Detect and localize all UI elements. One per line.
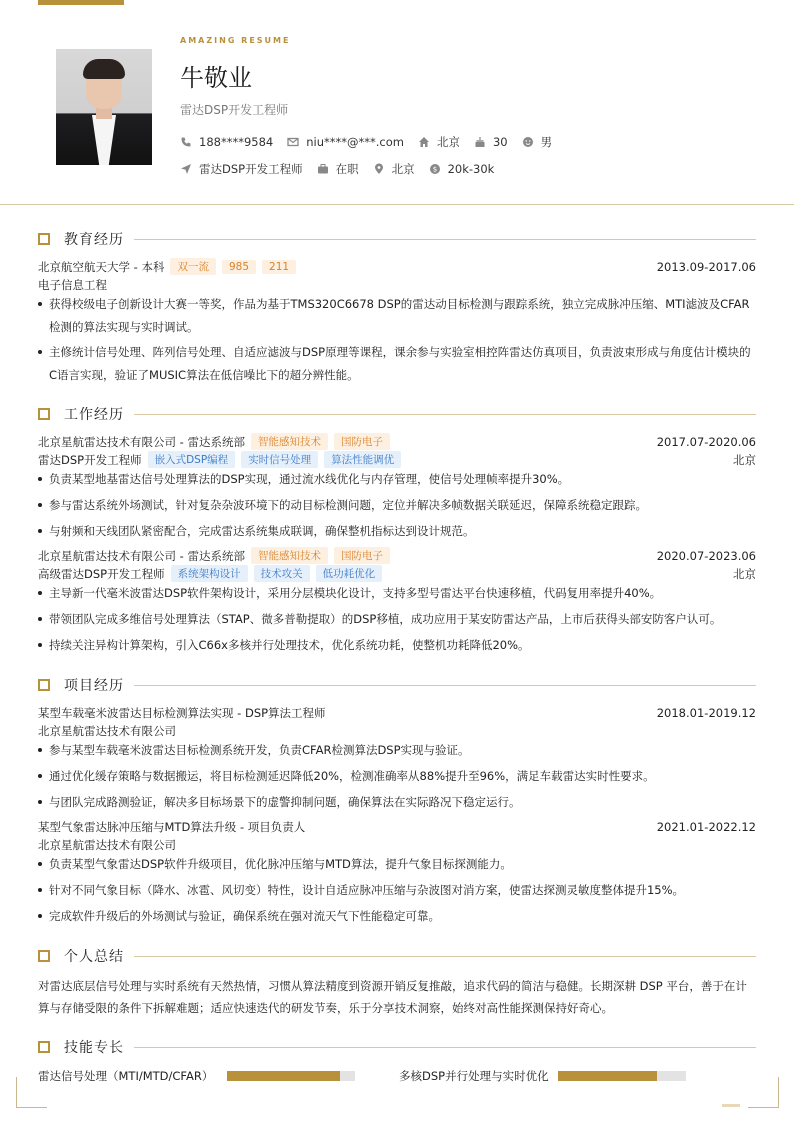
school-tag: 双一流 bbox=[170, 258, 216, 275]
cake-icon bbox=[474, 136, 486, 148]
project-date: 2021.01-2022.12 bbox=[656, 820, 756, 834]
location-pin-icon bbox=[373, 163, 385, 175]
avatar bbox=[56, 49, 152, 165]
briefcase-icon bbox=[317, 163, 329, 175]
target-city-item bbox=[373, 161, 415, 177]
job-position-row bbox=[38, 565, 756, 582]
school-tag: 211 bbox=[262, 260, 296, 274]
job-bullet: 带领团队完成多维信号处理算法（STAP、微多普勒提取）的DSP移植，成功应用于某安防雷达产品，上市后获得头部安防客户认可。 bbox=[38, 608, 756, 631]
job-header-row bbox=[38, 433, 756, 450]
project-date: 2018.01-2019.12 bbox=[656, 706, 756, 720]
section-square-icon bbox=[38, 233, 50, 245]
phone-item bbox=[180, 135, 273, 149]
job-intent-row bbox=[180, 161, 508, 177]
gender-text: 男 bbox=[540, 135, 553, 149]
section-title: 工作经历 bbox=[64, 407, 124, 423]
job-position-row bbox=[38, 451, 756, 468]
candidate-name: 牛敬业 bbox=[180, 64, 252, 92]
section-square-icon bbox=[38, 950, 50, 962]
project-org: 北京星航雷达技术有限公司 bbox=[38, 724, 176, 738]
section-title: 技能专长 bbox=[64, 1040, 124, 1056]
project-bullet: 与团队完成路测验证，解决多目标场景下的虚警抑制问题，确保算法在实际路况下稳定运行。 bbox=[38, 791, 756, 814]
status-text: 在职 bbox=[335, 162, 359, 176]
job-bullet: 主导新一代毫米波雷达DSP软件架构设计，采用分层模块化设计，支持多型号雷达平台快速移植，代码复用率提升40%。 bbox=[38, 582, 756, 605]
skill-tag: 嵌入式DSP编程 bbox=[148, 451, 236, 468]
job-position: 雷达DSP开发工程师 bbox=[38, 452, 142, 467]
job-city: 北京 bbox=[733, 452, 756, 467]
skill-tag: 实时信号处理 bbox=[241, 451, 318, 468]
education-bullet: 获得校级电子创新设计大赛一等奖，作品为基于TMS320C6678 DSP的雷达动目标检测与跟踪系统，独立完成脉冲压缩、MTI滤波及CFAR检测的算法实现与实时调试。 bbox=[38, 293, 756, 339]
project-bullet: 负责某型气象雷达DSP软件升级项目，优化脉冲压缩与MTD算法，提升气象目标探测能力。 bbox=[38, 853, 756, 876]
top-accent-bar bbox=[38, 0, 124, 5]
project-bullet: 参与某型车载毫米波雷达目标检测系统开发，负责CFAR检测算法DSP实现与验证。 bbox=[38, 739, 756, 762]
section-projects bbox=[38, 677, 756, 693]
section-work bbox=[38, 406, 756, 422]
target-role-text: 雷达DSP开发工程师 bbox=[199, 162, 303, 176]
skill-item bbox=[399, 1068, 686, 1084]
section-title: 项目经历 bbox=[64, 678, 124, 694]
mail-icon bbox=[287, 136, 299, 148]
job-company: 北京星航雷达技术有限公司 - 雷达系统部 bbox=[38, 548, 245, 563]
skill-name: 多核DSP并行处理与实时优化 bbox=[399, 1069, 549, 1083]
section-skills bbox=[38, 1039, 756, 1055]
section-square-icon bbox=[38, 408, 50, 420]
summary-text: 对雷达底层信号处理与实时系统有天然热情，习惯从算法精度到资源开销反复推敲，追求代码的简洁与稳健。长期深耕 DSP 平台，善于在计算与存储受限的条件下拆解难题；适应快速迭代的研发节奏，乐于分享技术洞察，始终对高性能探测保持好奇心。 bbox=[38, 979, 747, 1015]
company-tag: 国防电子 bbox=[334, 547, 390, 564]
job-bullet: 参与雷达系统外场测试，针对复杂杂波环境下的动目标检测问题，定位并解决多帧数据关联延迟，保障系统稳定跟踪。 bbox=[38, 494, 756, 517]
money-icon bbox=[429, 163, 441, 175]
hometown-item bbox=[418, 134, 460, 150]
section-title: 个人总结 bbox=[64, 949, 124, 965]
gender-icon bbox=[522, 136, 534, 148]
email-text: niu****@***.com bbox=[306, 135, 404, 149]
tagline: AMAZING RESUME bbox=[180, 36, 291, 45]
salary-item bbox=[429, 162, 495, 176]
salary-text: 20k-30k bbox=[447, 162, 495, 176]
skill-level-bar bbox=[558, 1071, 686, 1081]
education-major: 电子信息工程 bbox=[38, 278, 107, 292]
phone-icon bbox=[180, 136, 192, 148]
project-name: 某型气象雷达脉冲压缩与MTD算法升级 - 项目负责人 bbox=[38, 820, 306, 834]
skill-level-bar bbox=[227, 1071, 355, 1081]
header-divider bbox=[0, 204, 794, 205]
section-square-icon bbox=[38, 679, 50, 691]
job-date: 2017.07-2020.06 bbox=[656, 434, 756, 449]
job-bullet: 持续关注异构计算架构，引入C66x多核并行处理技术，优化系统功耗，使整机功耗降低20%。 bbox=[38, 634, 756, 657]
project-header-row bbox=[38, 819, 756, 835]
school-tag: 985 bbox=[222, 260, 256, 274]
home-icon bbox=[418, 136, 430, 148]
skill-level-fill bbox=[227, 1071, 340, 1081]
project-bullet: 通过优化缓存策略与数据搬运，将目标检测延迟降低20%，检测准确率从88%提升至96%，满足车载雷达实时性要求。 bbox=[38, 765, 756, 788]
skill-tag: 算法性能调优 bbox=[324, 451, 401, 468]
section-education bbox=[38, 231, 756, 247]
skill-tag: 系统架构设计 bbox=[171, 565, 248, 582]
project-name: 某型车载毫米波雷达目标检测算法实现 - DSP算法工程师 bbox=[38, 706, 326, 720]
skill-tag: 低功耗优化 bbox=[316, 565, 383, 582]
project-bullet: 针对不同气象目标（降水、冰雹、风切变）特性，设计自适应脉冲压缩与杂波图对消方案，使雷达探测灵敏度整体提升15%。 bbox=[38, 879, 756, 902]
corner-decoration bbox=[16, 1077, 47, 1108]
education-date: 2013.09-2017.06 bbox=[656, 259, 756, 274]
section-square-icon bbox=[38, 1041, 50, 1053]
hometown-text: 北京 bbox=[436, 135, 460, 149]
skill-name: 雷达信号处理（MTI/MTD/CFAR） bbox=[38, 1069, 214, 1083]
status-item bbox=[317, 161, 359, 177]
skill-tag: 技术攻关 bbox=[254, 565, 310, 582]
project-org: 北京星航雷达技术有限公司 bbox=[38, 838, 176, 852]
job-date: 2020.07-2023.06 bbox=[656, 548, 756, 563]
company-tag: 智能感知技术 bbox=[251, 547, 328, 564]
education-header-row bbox=[38, 258, 756, 275]
section-title: 教育经历 bbox=[64, 232, 124, 248]
gender-item bbox=[522, 134, 553, 150]
job-bullet: 与射频和天线团队紧密配合，完成雷达系统集成联调，确保整机指标达到设计规范。 bbox=[38, 520, 756, 543]
job-position: 高级雷达DSP开发工程师 bbox=[38, 566, 165, 581]
project-bullet: 完成软件升级后的外场测试与验证，确保系统在强对流天气下性能稳定可靠。 bbox=[38, 905, 756, 928]
svg-text:$: $ bbox=[432, 165, 437, 174]
job-bullet: 负责某型地基雷达信号处理算法的DSP实现，通过流水线优化与内存管理，使信号处理帧率提升30%。 bbox=[38, 468, 756, 491]
skill-item bbox=[38, 1068, 355, 1084]
job-header-row bbox=[38, 547, 756, 564]
company-tag: 国防电子 bbox=[334, 433, 390, 450]
education-bullet: 主修统计信号处理、阵列信号处理、自适应滤波与DSP原理等课程，课余参与实验室相控阵雷达仿真项目，负责波束形成与角度估计模块的C语言实现，验证了MUSIC算法在低信噪比下的超分辨性能。 bbox=[38, 341, 756, 387]
school-name: 北京航空航天大学 - 本科 bbox=[38, 259, 165, 274]
age-text: 30 bbox=[492, 135, 508, 149]
job-company: 北京星航雷达技术有限公司 - 雷达系统部 bbox=[38, 434, 245, 449]
corner-decoration bbox=[748, 1077, 779, 1108]
age-item bbox=[474, 135, 508, 149]
candidate-role: 雷达DSP开发工程师 bbox=[180, 103, 289, 117]
company-tag: 智能感知技术 bbox=[251, 433, 328, 450]
section-summary bbox=[38, 948, 756, 964]
job-city: 北京 bbox=[733, 566, 756, 581]
project-header-row bbox=[38, 705, 756, 721]
phone-text: 188****9584 bbox=[199, 135, 274, 149]
email-item bbox=[287, 135, 404, 149]
target-city-text: 北京 bbox=[391, 162, 415, 176]
send-icon bbox=[180, 163, 192, 175]
skill-level-fill bbox=[558, 1071, 658, 1081]
contact-info-row bbox=[180, 134, 566, 150]
page-marker bbox=[722, 1104, 740, 1107]
target-role-item bbox=[180, 161, 303, 177]
